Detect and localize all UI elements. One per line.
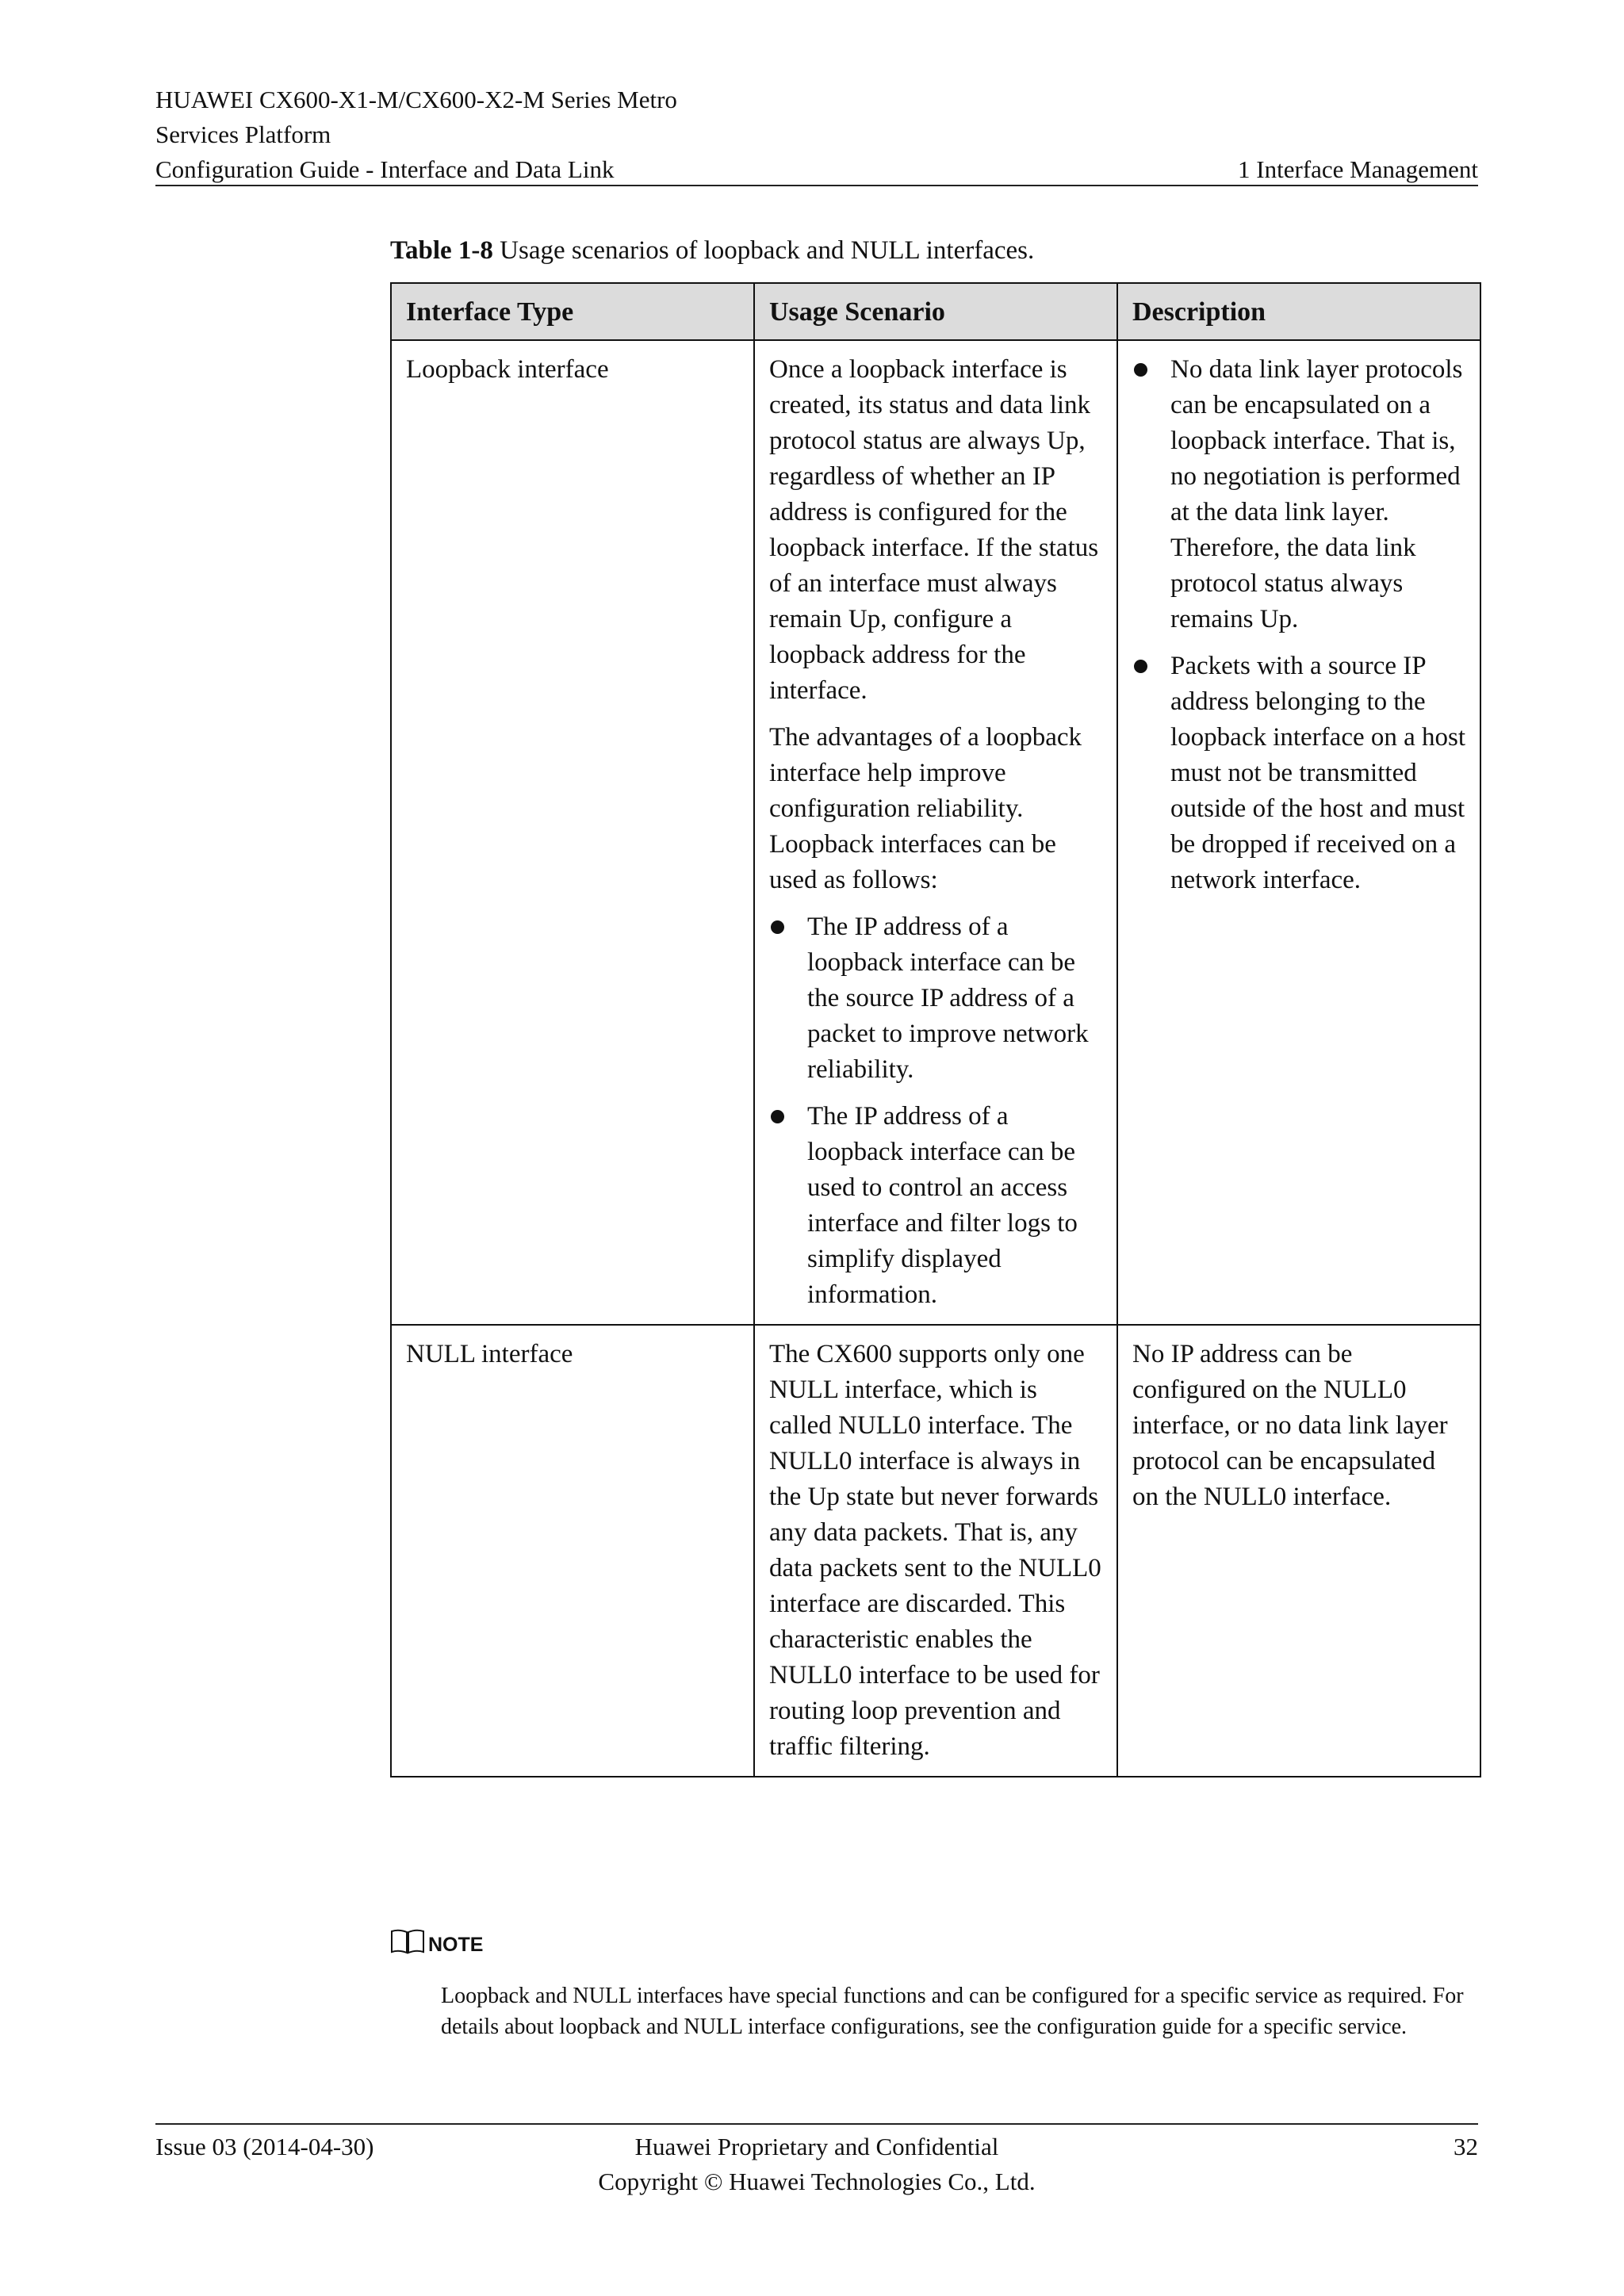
list-item [769,909,1104,1088]
loopback-description-bullets [1132,352,1467,898]
column-header-usage-scenario: Usage Scenario [754,283,1117,340]
list-item [1132,649,1467,898]
table-caption [390,233,1034,268]
header-row [155,152,1478,187]
footer-center [155,2130,1478,2199]
page-header [155,82,1478,187]
cell-loopback-type: Loopback interface [391,340,754,1325]
table-row-loopback [391,340,1480,1325]
list-item [1132,352,1467,637]
footer-issue: Issue 03 (2014-04-30) [155,2133,374,2160]
book-icon [390,1928,425,1955]
cell-loopback-scenario [754,340,1117,1325]
table-caption-text: Usage scenarios of loopback and NULL interfaces. [492,236,1035,265]
loopback-scenario-paragraph-2: The advantages of a loopback interface help improve configuration reliability. Loopback interfaces can be used as follows: [769,723,1082,894]
bullet-icon [771,920,784,934]
header-product-line1: HUAWEI CX600-X1-M/CX600-X2-M Series Metro [155,86,677,113]
loopback-scenario-paragraph-1: Once a loopback interface is created, its status and data link protocol status are always Up, regardless of whether an IP address is configured for the loopback interface. If the status of an interface must always remain Up, configure a loopback address for the interface. [769,355,1099,705]
bullet-text: The IP address of a loopback interface can be used to control an access interface and filter logs to simplify displayed information. [807,1102,1078,1309]
footer-divider [155,2123,1478,2125]
bullet-text: The IP address of a loopback interface can be the source IP address of a packet to improve network reliability. [807,913,1089,1084]
note-header [390,1928,483,1955]
column-header-interface-type: Interface Type [391,283,754,340]
bullet-icon [1134,363,1147,377]
bullet-text: Packets with a source IP address belonging to the loopback interface on a host must not be transmitted outside of the host and must be dropped if received on a network interface. [1170,652,1466,894]
column-header-description: Description [1117,283,1480,340]
table-row-null [391,1325,1480,1777]
page-number: 32 [1454,2133,1478,2160]
cell-null-description: No IP address can be configured on the NULL0 interface, or no data link layer protocol can be encapsulated on the NULL0 interface. [1117,1325,1480,1777]
header-chapter: 1 Interface Management [1238,155,1478,183]
list-item [769,1099,1104,1313]
header-divider [155,185,1478,186]
bullet-icon [1134,660,1147,673]
bullet-icon [771,1110,784,1123]
footer-confidential: Huawei Proprietary and Confidential [634,2133,999,2160]
note-text: Loopback and NULL interfaces have special functions and can be configured for a specific service as required. For details about loopback and NULL interface configurations, see the configuration guide for a specific service. [441,1984,1464,2039]
footer-copyright: Copyright © Huawei Technologies Co., Ltd. [598,2168,1036,2195]
cell-null-scenario: The CX600 supports only one NULL interface, which is called NULL0 interface. The NULL0 interface is always in the Up state but never forwards any data packets. That is, any data packets sent to the NULL0 interface are discarded. This characteristic enables the NULL0 interface to be used for routing loop prevention and traffic filtering. [754,1325,1117,1777]
note-label: NOTE [428,1934,484,1956]
table-caption-label: Table 1-8 [390,236,493,265]
header-product-line2: Services Platform [155,121,331,148]
table-header-row [391,283,1480,340]
bullet-text: No data link layer protocols can be encapsulated on a loopback interface. That is, no negotiation is performed at the data link layer. Therefore, the data link protocol status always remains Up. [1170,355,1463,633]
loopback-scenario-bullets [769,909,1104,1313]
cell-loopback-description [1117,340,1480,1325]
usage-scenarios-table [390,282,1481,1777]
cell-null-type: NULL interface [391,1325,754,1777]
header-guide-title: Configuration Guide - Interface and Data Link [155,155,615,183]
